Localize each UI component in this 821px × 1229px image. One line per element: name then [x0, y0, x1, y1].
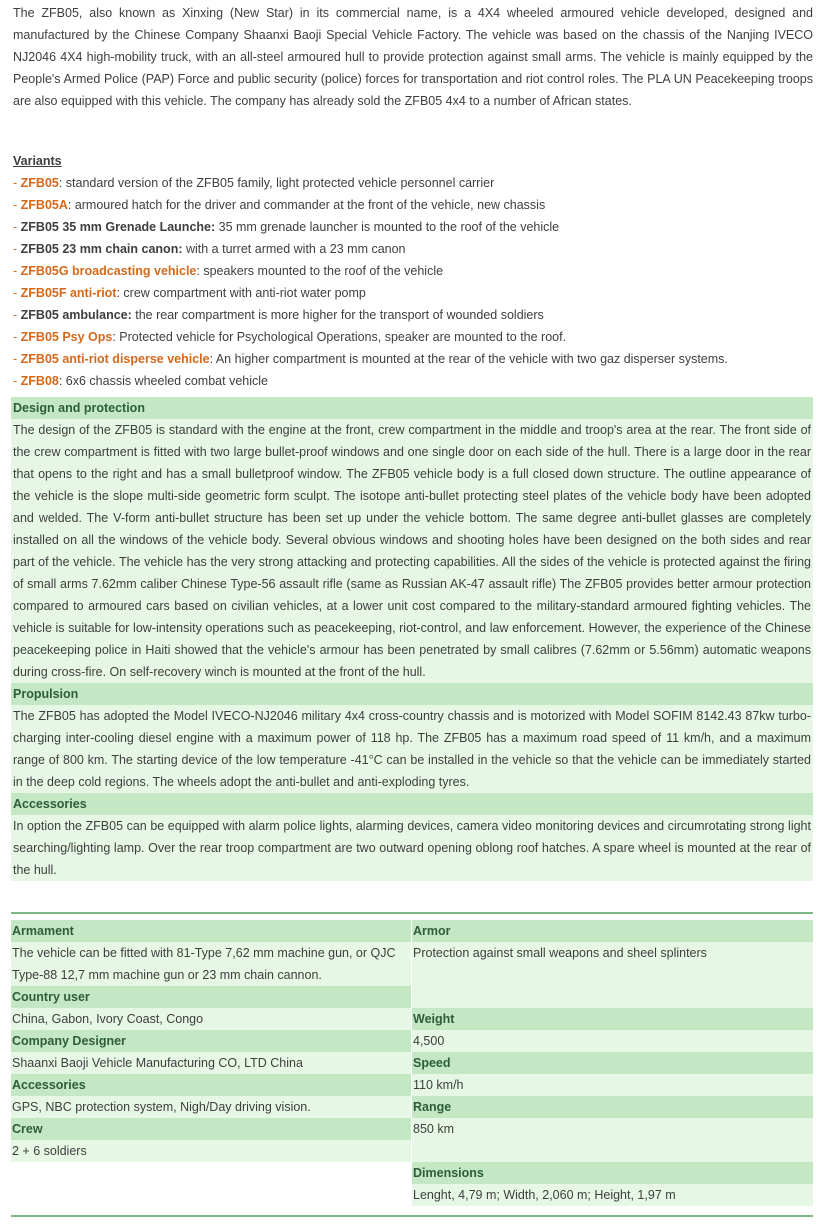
variant-link-zfb05f[interactable]: ZFB05F anti-riot	[20, 286, 117, 300]
spec-blank	[412, 964, 813, 986]
variants-list	[13, 150, 813, 392]
variant-link-psy-ops[interactable]: ZFB05 Psy Ops	[20, 330, 113, 344]
variant-name: ZFB05 35 mm Grenade Launche:	[20, 220, 216, 234]
spec-blank	[412, 1140, 813, 1162]
spec-label-speed: Speed	[412, 1052, 813, 1074]
spec-value-country-user: China, Gabon, Ivory Coast, Congo	[11, 1008, 411, 1030]
variant-link-zfb08[interactable]: ZFB08	[20, 374, 59, 388]
section-text-design: The design of the ZFB05 is standard with the engine at the front, crew compartment in the middle and troop's area at the rear. The front side of the crew compartment is fitted with two large bullet-proof windows and one single door on each side of the hull. There is a large door in the rear that opens to the right and has a small bulletproof window. The ZFB05 vehicle body is a full closed down structure. The outline appearance of the vehicle is the slope multi-side geometric form sculpt. The isotope anti-bullet protecting steel plates of the vehicle body have been adopted and welded. The V-form anti-bullet structure has been set up under the vehicle bottom. The same degree anti-bullet glasses are completely installed on all the windows of the vehicle body. Several obvious windows and shooting holes have been designed on the both sides and rear part of the vehicle. The vehicle has the very strong attacking and protecting capabilities. All the sides of the vehicle is protected against the firing of small arms 7.62mm caliber Chinese Type-56 assault rifle (same as Russian AK-47 assault rifle) The ZFB05 provides better armour protection compared to armoured cars based on civilian vehicles, at a lower unit cost compared to the military-standard armoured fighting vehicles. The vehicle is suitable for low-intensity operations such as peacekeeping, riot-control, and law enforcement. However, the experience of the Chinese peacekeeping police in Haiti showed that the vehicle's armour has been penetrated by small calibres (7.62mm or 5.56mm) automatic weapons during cross-fire. On self-recovery winch is mounted at the front of the hull.	[13, 423, 811, 679]
divider-bottom	[11, 1215, 813, 1217]
spec-value-speed: 110 km/h	[412, 1074, 813, 1096]
spec-value-weight: 4,500	[412, 1030, 813, 1052]
spec-label-range: Range	[412, 1096, 813, 1118]
spec-value-armament: The vehicle can be fitted with 81-Type 7,62 mm machine gun, or QJC Type-88 12,7 mm machine gun or 23 mm chain cannon.	[11, 942, 411, 986]
spec-blank	[412, 986, 813, 1008]
spec-label-dimensions: Dimensions	[412, 1162, 813, 1184]
variant-link-anti-riot-disperse[interactable]: ZFB05 anti-riot disperse vehicle	[20, 352, 210, 366]
variant-link-zfb05a[interactable]: ZFB05A	[20, 198, 68, 212]
spec-value-accessories: GPS, NBC protection system, Nigh/Day driving vision.	[11, 1096, 411, 1118]
variant-name: ZFB05 23 mm chain canon:	[20, 242, 183, 256]
variant-link-zfb05[interactable]: ZFB05	[20, 176, 59, 190]
spec-table	[11, 920, 813, 1214]
spec-label-weight: Weight	[412, 1008, 813, 1030]
variant-item: - ZFB05: standard version of the ZFB05 family, light protected vehicle personnel carrier	[13, 176, 495, 190]
spec-label-armament: Armament	[11, 920, 411, 942]
spec-value-company-designer: Shaanxi Baoji Vehicle Manufacturing CO, LTD China	[11, 1052, 411, 1074]
variants-title: Variants	[13, 154, 62, 168]
spec-label-crew: Crew	[11, 1118, 411, 1140]
section-heading-accessories: Accessories	[11, 793, 813, 815]
spec-column-right	[412, 920, 813, 1206]
variant-item: - ZFB05A: armoured hatch for the driver and commander at the front of the vehicle, new chassis	[13, 198, 546, 212]
spec-column-left	[11, 920, 411, 1162]
spec-value-dimensions: Lenght, 4,79 m; Width, 2,060 m; Height, 1,97 m	[412, 1184, 813, 1206]
spec-value-crew: 2 + 6 soldiers	[11, 1140, 411, 1162]
variant-item: - ZFB08: 6x6 chassis wheeled combat vehicle	[13, 374, 268, 388]
spec-label-country-user: Country user	[11, 986, 411, 1008]
section-heading-propulsion: Propulsion	[11, 683, 813, 705]
info-sections	[11, 397, 813, 881]
variant-name: ZFB05 ambulance:	[20, 308, 132, 322]
variant-item: - ZFB05 23 mm chain canon: with a turret armed with a 23 mm canon	[13, 242, 406, 256]
spec-label-company-designer: Company Designer	[11, 1030, 411, 1052]
spec-label-armor: Armor	[412, 920, 813, 942]
variant-item: - ZFB05 Psy Ops: Protected vehicle for Psychological Operations, speaker are mounted to the roof.	[13, 330, 567, 344]
variant-item: - ZFB05G broadcasting vehicle: speakers mounted to the roof of the vehicle	[13, 264, 444, 278]
divider-top	[11, 912, 813, 914]
spec-value-armor: Protection against small weapons and sheel splinters	[412, 942, 813, 964]
variant-item: - ZFB05 ambulance: the rear compartment is more higher for the transport of wounded soldiers	[13, 308, 544, 322]
intro-paragraph: The ZFB05, also known as Xinxing (New Star) in its commercial name, is a 4X4 wheeled armoured vehicle developed, designed and manufactured by the Chinese Company Shaanxi Baoji Special Vehicle Factory. The vehicle was based on the chassis of the Nanjing IVECO NJ2046 4X4 high-mobility truck, with an all-steel armoured hull to provide protection against small arms. The vehicle is mainly equipped by the People's Armed Police (PAP) Force and public security (police) forces for transportation and riot control roles. The PLA UN Peacekeeping troops are also equipped with this vehicle. The company has already sold the ZFB05 4x4 to a number of African states.	[13, 6, 813, 108]
variant-item: - ZFB05 35 mm Grenade Launche: 35 mm grenade launcher is mounted to the roof of the vehicle	[13, 220, 560, 234]
section-text-accessories: In option the ZFB05 can be equipped with alarm police lights, alarming devices, camera video monitoring devices and circumrotating strong light searching/lighting lamp. Over the rear troop compartment are two outward opening oblong roof hatches. A spare wheel is mounted at the rear of the hull.	[13, 819, 811, 877]
spec-label-accessories: Accessories	[11, 1074, 411, 1096]
section-heading-design: Design and protection	[11, 397, 813, 419]
section-text-propulsion: The ZFB05 has adopted the Model IVECO-NJ2046 military 4x4 cross-country chassis and is motorized with Model SOFIM 8142.43 87kw turbo-charging inter-cooling diesel engine with a maximum power of 118 hp. The ZFB05 has a maximum road speed of 11 km/h, and a maximum range of 800 km. The starting device of the low temperature -41°C can be installed in the vehicle so that the vehicle can be immediately started in the deep cold regions. The wheels adopt the anti-bullet and anti-exploding tyres.	[13, 709, 811, 789]
variant-item: - ZFB05 anti-riot disperse vehicle: An higher compartment is mounted at the rear of the vehicle with two gaz disperser systems.	[13, 352, 728, 366]
variant-item: - ZFB05F anti-riot: crew compartment with anti-riot water pomp	[13, 286, 366, 300]
variant-link-zfb05g[interactable]: ZFB05G broadcasting vehicle	[20, 264, 197, 278]
spec-value-range: 850 km	[412, 1118, 813, 1140]
